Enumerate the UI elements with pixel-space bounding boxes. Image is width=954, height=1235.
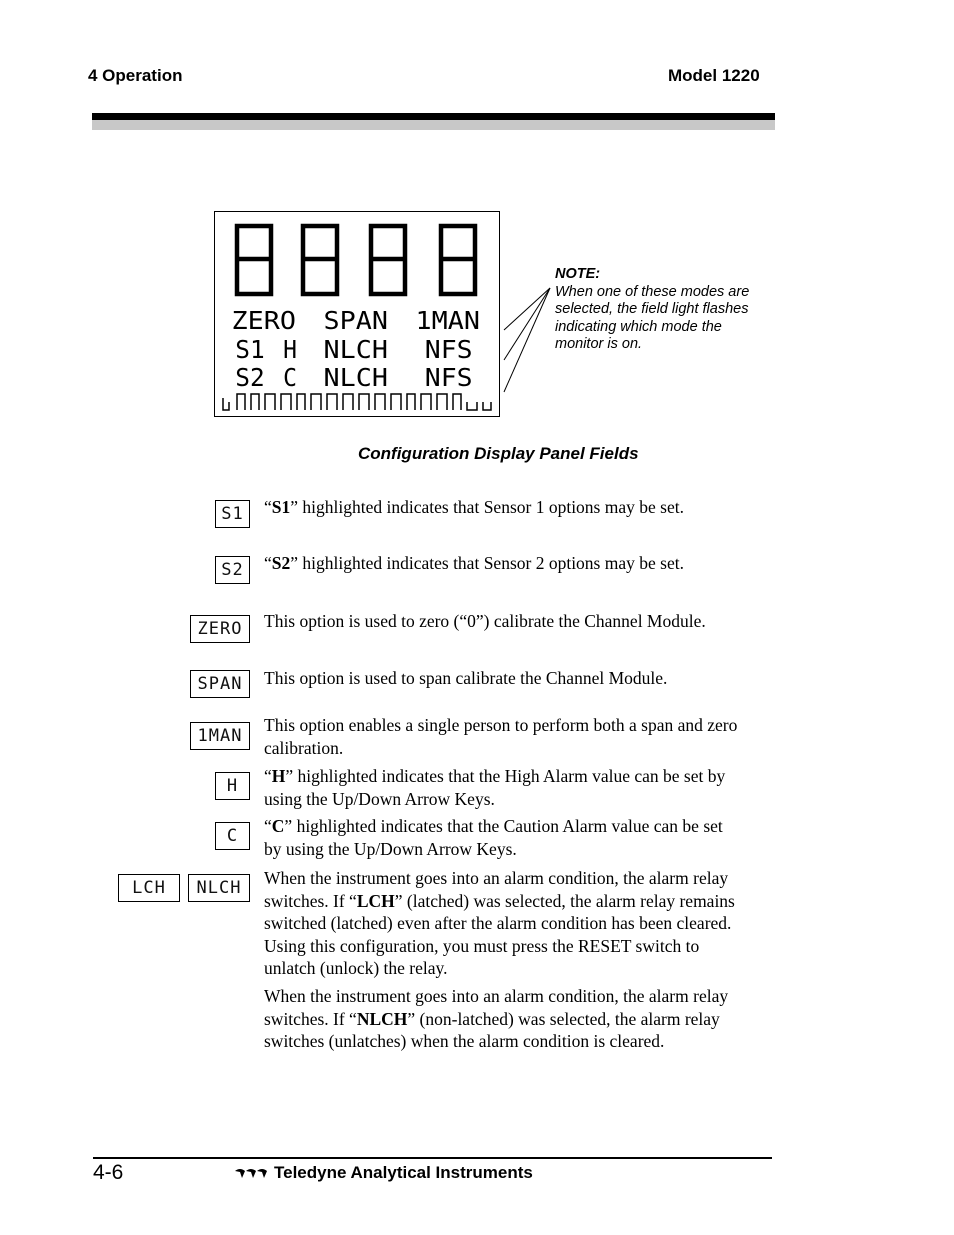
lcd-h: H: [283, 335, 297, 365]
desc-c: “C” highlighted indicates that the Caution Alarm value can be set by using the Up/Down Arrow Keys.: [264, 816, 723, 859]
lcd-c: C: [283, 363, 297, 393]
desc-lch: When the instrument goes into an alarm condition, the alarm relay switches. If “LCH” (latched) was selected, the alarm relay remains switched (latched) even after the alarm condition has been cleared. Using this configuration, you must press the RESET switch to unlatch (unlock) the relay.: [264, 868, 735, 978]
lcd-display-figure: [215, 212, 498, 415]
footer-brand-text: Teledyne Analytical Instruments: [274, 1163, 533, 1182]
lcd-digit-4: [441, 226, 475, 294]
lcd-1man: 1MAN: [415, 306, 480, 336]
lcd-display-panel: [214, 211, 500, 417]
desc-nlch: When the instrument goes into an alarm condition, the alarm relay switches. If “NLCH” (non-latched) was selected, the alarm relay switches (unlatches) when the alarm condition is cleared.: [264, 986, 729, 1051]
model-name: Model 1220: [668, 66, 760, 85]
note-title: NOTE:: [555, 266, 601, 282]
footer-rule: [93, 1157, 772, 1159]
lcd-bargraph: [223, 394, 491, 410]
page-number: 4-6: [93, 1161, 124, 1184]
note-leader-lines: [500, 280, 560, 400]
lcd-span: SPAN: [323, 306, 388, 336]
lcd-nfs-1: NFS: [424, 335, 473, 365]
header-rule-shadow: [92, 120, 775, 130]
lcd-digit-1: [237, 226, 271, 294]
lcd-digit-2: [303, 226, 337, 294]
key-zero: ZERO: [190, 615, 250, 643]
lcd-s1: S1: [235, 335, 265, 365]
note-body: When one of these modes are selected, the field light flashes indicating which mode the monitor is on.: [555, 283, 750, 352]
lcd-nlch-1: NLCH: [323, 335, 388, 365]
key-lch: LCH: [118, 874, 180, 902]
lcd-nfs-2: NFS: [424, 363, 473, 393]
lcd-zero: ZERO: [231, 306, 296, 336]
section-title: 4 Operation: [88, 66, 183, 85]
lcd-digit-3: [371, 226, 405, 294]
desc-span: This option is used to span calibrate the Channel Module.: [264, 668, 668, 688]
desc-zero: This option is used to zero (“0”) calibrate the Channel Module.: [264, 611, 706, 631]
key-s2: S2: [215, 556, 250, 584]
desc-s2: “S2” highlighted indicates that Sensor 2 options may be set.: [264, 553, 684, 573]
desc-s1: “S1” highlighted indicates that Sensor 1 options may be set.: [264, 497, 684, 517]
key-nlch: NLCH: [188, 874, 250, 902]
seven-segment-digits: [237, 226, 475, 294]
key-1man: 1MAN: [190, 722, 250, 750]
lcd-nlch-2: NLCH: [323, 363, 388, 393]
key-c: C: [215, 822, 250, 850]
teledyne-logo-icon: [234, 1167, 268, 1179]
lcd-s2: S2: [235, 363, 265, 393]
figure-caption: Configuration Display Panel Fields: [358, 444, 639, 463]
note-callout: [555, 266, 755, 354]
desc-h: “H” highlighted indicates that the High Alarm value can be set by using the Up/Down Arrow Keys.: [264, 766, 726, 809]
key-h: H: [215, 772, 250, 800]
key-s1: S1: [215, 500, 250, 528]
footer-brand: [234, 1163, 533, 1183]
key-span: SPAN: [190, 670, 250, 698]
desc-1man: This option enables a single person to perform both a span and zero calibration.: [264, 715, 738, 758]
header-rule: [92, 113, 775, 120]
